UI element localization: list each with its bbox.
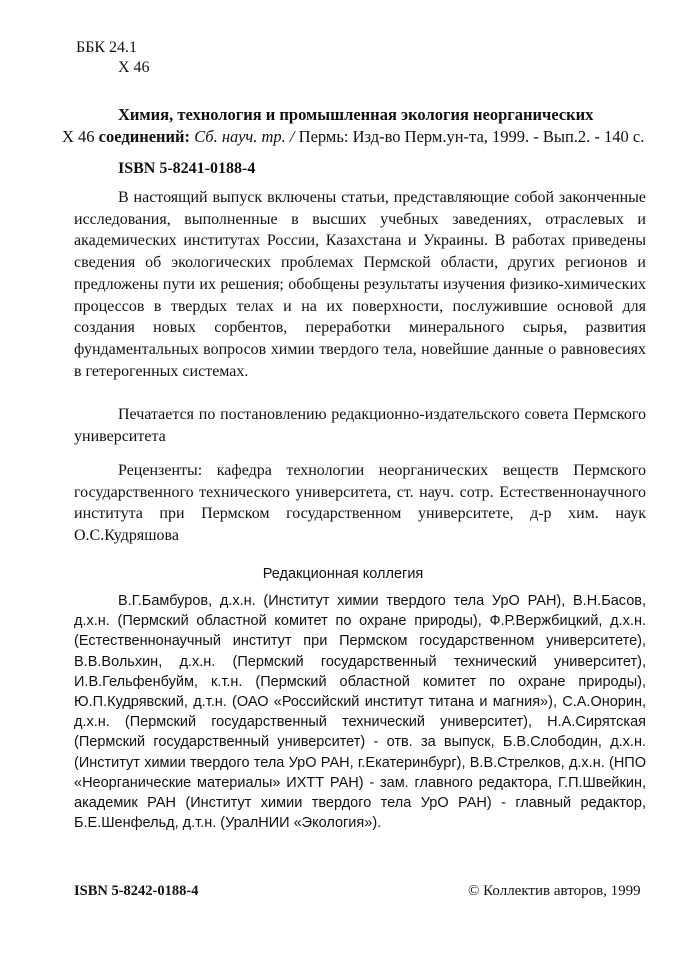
bbk-block bbox=[76, 38, 150, 78]
title-collection-type: Сб. науч. тр. / bbox=[194, 127, 295, 146]
title-continuation: соединений: bbox=[98, 127, 191, 146]
bbk-code: ББК 24.1 bbox=[76, 39, 138, 56]
isbn-top: ISBN 5-8241-0188-4 bbox=[118, 160, 256, 177]
title-publication-info: Пермь: Изд-во Перм.ун-та, 1999. - Вып.2. - 140 с. bbox=[298, 127, 645, 146]
title-index: Х 46 bbox=[62, 127, 95, 146]
publication-note: Печатается по постановлению редакционно-издательского совета Пермского университета bbox=[74, 406, 646, 445]
author-index: Х 46 bbox=[118, 59, 150, 76]
isbn-bottom: ISBN 5-8242-0188-4 bbox=[74, 883, 199, 899]
title-line-2 bbox=[62, 126, 666, 148]
reviewers-paragraph: Рецензенты: кафедра технологии неорганических веществ Пермского государственного технического университета, ст. науч. сотр. Естественнонаучного института при Пермском государственном университете, д-р хим. наук О.С.Кудряшова bbox=[74, 462, 646, 545]
abstract-paragraph: В настоящий выпуск включены статьи, представляющие собой законченные исследования, выполненные в высших учебных заведениях, отраслевых и академических институтах России, Казахстана и Украины. В работах приведены сведения об экологических проблемах Пермской области, других регионов и предложены пути их решения; обобщены результаты изучения физико-химических процессов в твердых телах и на их поверхности, послужившие основой для создания новых сорбентов, переработки минерального сырья, развития фундаментальных вопросов химии твердого тела, новейшие данные о равновесиях в гетерогенных системах. bbox=[74, 189, 646, 380]
editorial-board-text: В.Г.Бамбуров, д.х.н. (Институт химии твердого тела УрО РАН), В.Н.Басов, д.х.н. (Пермский областной комитет по охране природы), Ф.Р.Вержбицкий, д.х.н. (Естественнонаучный институт при Пермском государственном университете), В.В.Вольхин, д.х.н. (Пермский государственный технический университет), И.В.Гельфенбуйм, к.т.н. (Пермский областной комитет по охране природы), Ю.П.Кудрявский, д.т.н. (ОАО «Российский институт титана и магния»), С.А.Онорин, д.х.н. (Пермский государственный технический университет), Н.А.Сирятская (Пермский государственный университет) - отв. за выпуск, Б.В.Слободин, д.х.н. (Институт химии твердого тела УрО РАН, г.Екатеринбург), В.В.Стрелков, д.х.н. (НПО «Неорганические материалы» ИХТТ РАН) - зам. главного редактора, Г.П.Швейкин, академик РАН (Институт химии твердого тела УрО РАН) - главный редактор, Б.Е.Шенфельд, д.т.н. (УралНИИ «Экология»). bbox=[74, 593, 646, 832]
copyright-notice: © Коллектив авторов, 1999 bbox=[468, 883, 641, 899]
title-line-1: Химия, технология и промышленная экология неорганических bbox=[118, 105, 594, 124]
editorial-board-title: Редакционная коллегия bbox=[262, 566, 424, 582]
title-block bbox=[62, 104, 666, 148]
